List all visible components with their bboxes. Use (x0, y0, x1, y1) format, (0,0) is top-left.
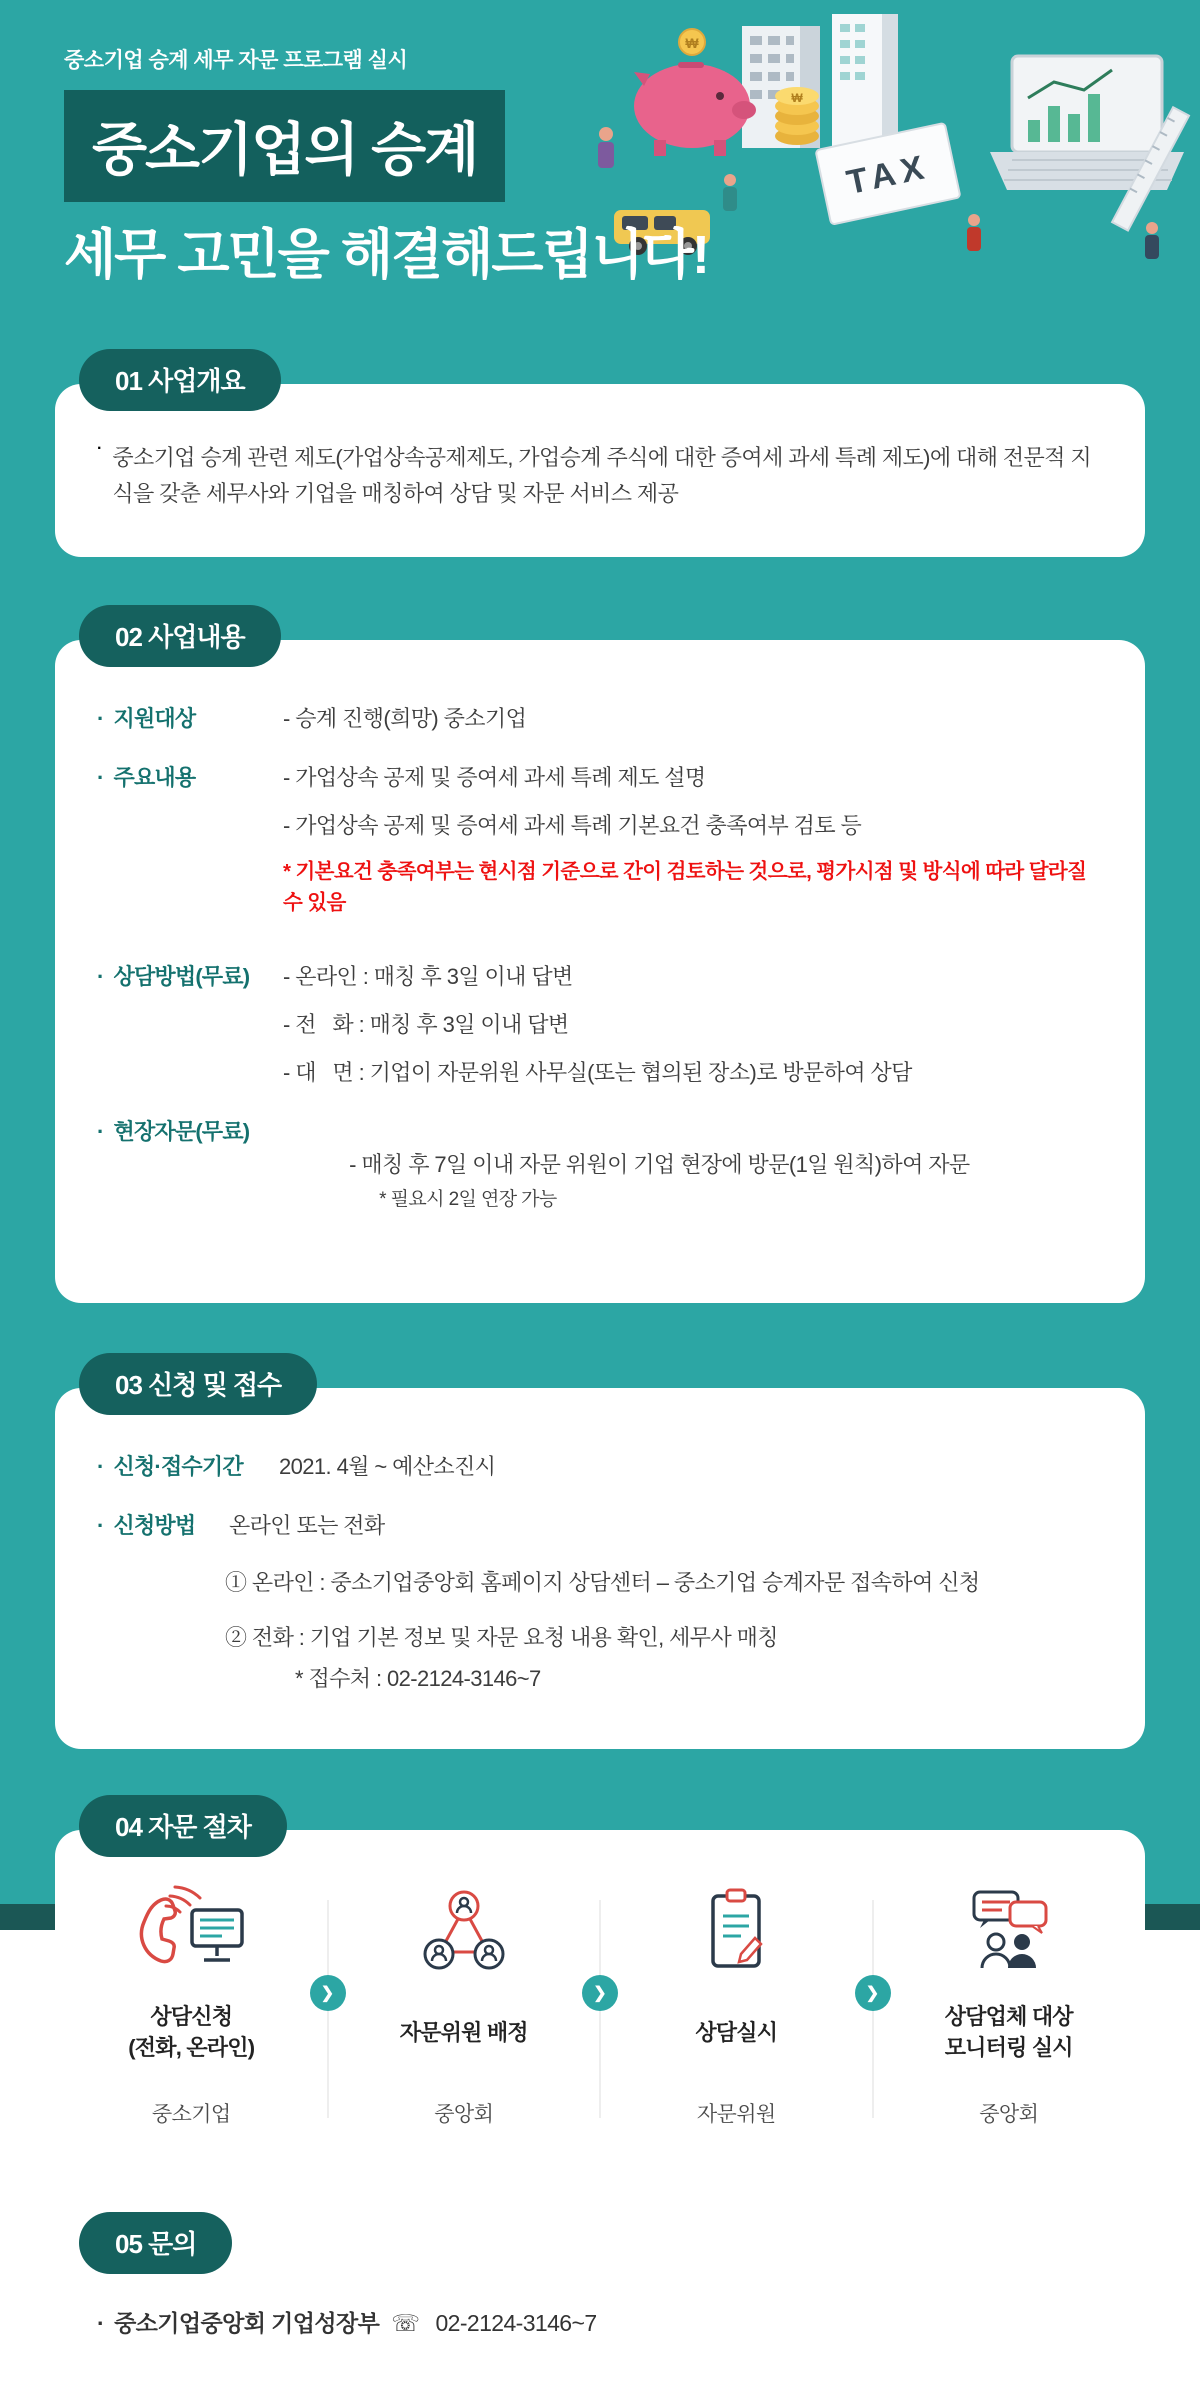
tax-label: TAX (843, 147, 933, 203)
apply-sub-phone: ② 전화 : 기업 기본 정보 및 자문 요청 내용 확인, 세무사 매칭 (225, 1625, 778, 1651)
chevron-right-icon: ❯ (582, 1975, 618, 2011)
clipboard-icon (600, 1882, 873, 1982)
row-label: 지원대상 (113, 706, 196, 732)
svg-text:₩: ₩ (791, 91, 803, 105)
step-title-line2: (전화, 온라인) (128, 2035, 255, 2061)
piggy-bank-icon (634, 29, 756, 156)
section-04-card (55, 1830, 1145, 2168)
step-title-line2: 모니터링 실시 (944, 2035, 1073, 2061)
overview-line (97, 440, 1103, 511)
contact-name: 중소기업중앙회 기업성장부 (114, 2310, 380, 2337)
bullet-glyph: · (97, 2310, 105, 2337)
row-line: - 전 화 : 매칭 후 3일 이내 답변 (283, 1011, 569, 1037)
red-note: * 기본요건 충족여부는 현시점 기준으로 간이 검토하는 것으로, 평가시점 및 방식에 따라 달라질 수 있음 (283, 860, 1087, 914)
section-overview (55, 349, 1145, 557)
section-02-card (55, 640, 1145, 1303)
section-01-badge: 01 사업개요 (79, 349, 281, 411)
step-title: 상담업체 대상 (944, 2004, 1073, 2030)
svg-text:₩: ₩ (685, 35, 699, 51)
step-consult (600, 1882, 873, 2128)
coin-stack-icon (775, 87, 819, 145)
bullet-glyph: · (97, 706, 104, 732)
step-actor: 중앙회 (434, 2103, 494, 2127)
section-03-card (55, 1388, 1145, 1749)
page-title-box (64, 90, 505, 202)
chat-monitoring-icon (873, 1882, 1146, 1982)
contact-line (97, 2305, 1103, 2338)
step-actor: 중앙회 (979, 2103, 1039, 2127)
bullet-glyph: · (97, 765, 104, 791)
header-kicker: 중소기업 승계 세무 자문 프로그램 실시 (64, 49, 408, 72)
row-onsite-advice (97, 1115, 1103, 1248)
chevron-right-icon: ❯ (855, 1975, 891, 2011)
page-title-line2: 세무 고민을 해결해드립니다! (64, 225, 708, 285)
row-label: 상담방법(무료) (113, 963, 250, 989)
row-line: - 승계 진행(희망) 중소기업 (283, 706, 527, 732)
bullet-glyph: · (97, 440, 103, 457)
row-line: - 가업상속 공제 및 증여세 과세 특례 제도 설명 (283, 765, 706, 791)
row-period (97, 1450, 1103, 1483)
section-04-badge: 04 자문 절차 (79, 1795, 287, 1857)
step-title: 상담실시 (695, 2019, 778, 2045)
apply-sub-reception: * 접수처 : 02-2124-3146~7 (295, 1666, 541, 1692)
page-title-line1: 중소기업의 승계 (92, 118, 478, 182)
buildings-icon (742, 14, 898, 148)
bullet-glyph: · (97, 1118, 104, 1144)
bullet-glyph: · (97, 1513, 104, 1539)
row-value: 온라인 또는 전화 (229, 1513, 385, 1539)
step-assign (328, 1882, 601, 2128)
row-line: - 매칭 후 7일 이내 자문 위원이 기업 현장에 방문(1일 원칙)하여 자문 * 필요시 2일 연장 가능 (349, 1151, 970, 1210)
step-title: 상담신청 (150, 2004, 233, 2030)
section-02-badge: 02 사업내용 (79, 605, 281, 667)
section-05-badge: 05 문의 (79, 2212, 232, 2274)
section-application (55, 1353, 1145, 1749)
step-monitor (873, 1882, 1146, 2128)
row-label: 현장자문(무료) (113, 1118, 250, 1144)
row-apply-method (97, 1509, 1103, 1542)
section-03-badge: 03 신청 및 접수 (79, 1353, 317, 1415)
section-program-details (55, 605, 1145, 1303)
bullet-glyph: · (97, 1454, 104, 1480)
overview-text: 중소기업 승계 관련 제도(가업상속공제제도, 가업승계 주식에 대한 증여세 과세 특례 제도)에 대해 전문적 지식을 갖춘 세무사와 기업을 매칭하여 상담 및 자문 서비스 제공 (112, 445, 1091, 506)
people-network-icon (328, 1882, 601, 1982)
phone-monitor-icon (55, 1882, 328, 1982)
row-value: 2021. 4월 ~ 예산소진시 (279, 1454, 496, 1480)
step-actor: 중소기업 (151, 2103, 231, 2127)
header (0, 0, 1200, 289)
row-line: - 온라인 : 매칭 후 3일 이내 답변 (283, 963, 573, 989)
step-actor: 자문위원 (696, 2103, 776, 2127)
row-consult-method (97, 960, 1103, 1089)
step-apply (55, 1882, 328, 2128)
section-contact (55, 2212, 1145, 2386)
row-target (97, 702, 1103, 735)
row-label: 신청·접수기간 (113, 1454, 243, 1480)
row-line: - 가업상속 공제 및 증여세 과세 특례 기본요건 충족여부 검토 등 (283, 813, 862, 839)
chevron-right-icon: ❯ (310, 1975, 346, 2011)
row-label: 주요내용 (113, 765, 196, 791)
bullet-glyph: · (97, 963, 104, 989)
contact-phone: 02-2124-3146~7 (435, 2310, 597, 2337)
row-label: 신청방법 (113, 1513, 196, 1539)
section-process (55, 1795, 1145, 2168)
apply-sub-online: ① 온라인 : 중소기업중앙회 홈페이지 상담센터 – 중소기업 승계자문 접속하여 신청 (225, 1570, 980, 1596)
row-aside: * 필요시 2일 연장 가능 (379, 1188, 557, 1210)
step-title: 자문위원 배정 (399, 2019, 528, 2045)
row-line: - 대 면 : 기업이 자문위원 사무실(또는 협의된 장소)로 방문하여 상담 (283, 1059, 912, 1085)
phone-icon: ☏ (391, 2310, 420, 2337)
row-main-content (97, 761, 1103, 934)
